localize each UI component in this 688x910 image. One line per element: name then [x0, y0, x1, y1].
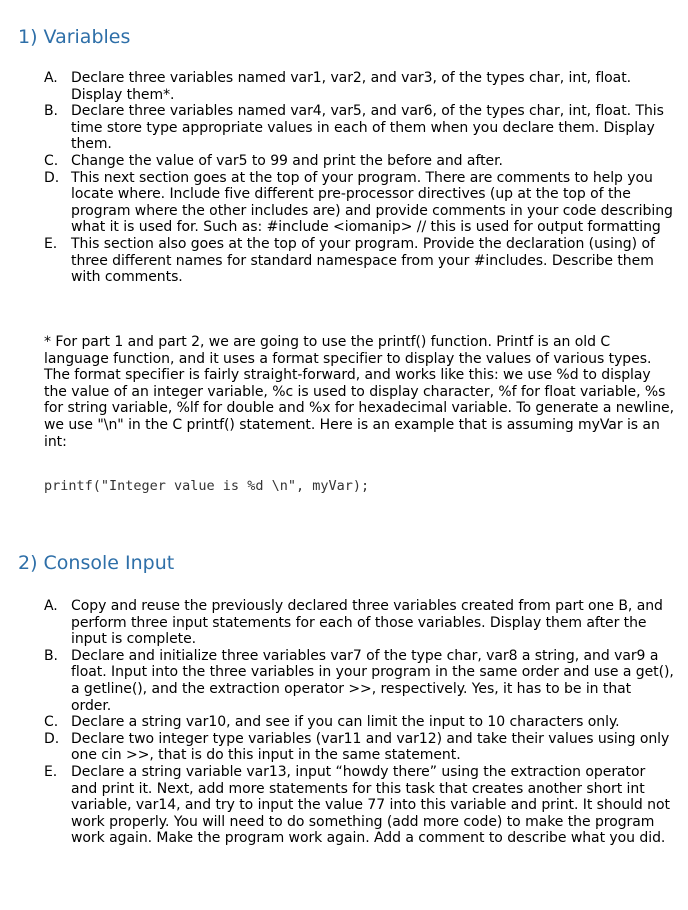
- variables-task-list: [44, 70, 674, 286]
- list-marker: D.: [44, 169, 60, 186]
- list-item: [44, 731, 674, 764]
- list-marker: A.: [44, 598, 58, 614]
- list-item-text: Change the value of var5 to 99 and print the before and after.: [71, 152, 503, 169]
- list-marker: E.: [44, 763, 58, 780]
- list-marker: E.: [44, 235, 58, 252]
- printf-note: * For part 1 and part 2, we are going to use the printf() function. Printf is an old C language function, and it uses a format specifier to display the values of various types. The format specifier is fairly straight-forward, and works like this: we use %d to display the value of an integer variable, %c is used to display character, %f for float variable, %s for string variable, %lf for double and %x for hexadecimal variable. To generate a newline, we use "\n" in the C printf() statement. Here is an example that is assuming myVar is an int:: [44, 334, 675, 450]
- list-item: [44, 648, 674, 714]
- list-item-text: This section also goes at the top of your program. Provide the declaration (using) of three different names for standard namespace from your #includes. Describe them with comments.: [71, 235, 655, 286]
- list-item-text: Declare a string var10, and see if you can limit the input to 10 characters only.: [71, 714, 620, 731]
- list-marker: C.: [44, 152, 59, 169]
- list-marker: B.: [44, 647, 58, 664]
- list-item-text: Declare two integer type variables (var11 and var12) and take their values using only one cin >>, that is do this input in the same statement.: [71, 730, 670, 764]
- list-marker: D.: [44, 730, 60, 747]
- console-input-task-list: [44, 598, 674, 847]
- list-item-text: Declare three variables named var4, var5, and var6, of the types char, int, float. This time store type appropriate values in each of them when you declare them. Display them.: [71, 103, 664, 153]
- code-example: printf("Integer value is %d \n", myVar);: [44, 478, 370, 494]
- list-item: [44, 598, 674, 648]
- section-heading-variables: 1) Variables: [18, 26, 131, 48]
- list-marker: C.: [44, 714, 59, 731]
- list-item: [44, 170, 674, 236]
- list-marker: A.: [44, 70, 58, 86]
- list-item-text: This next section goes at the top of your program. There are comments to help you locate where. Include five different pre-processor directives (up at the top of the program where the other includes are) and provide comments in your code describing what it is used for. Such as: #include <iomanip> // this is used for output formatting: [71, 169, 673, 236]
- list-item-text: Declare three variables named var1, var2, and var3, of the types char, int, float. Display them*.: [71, 70, 632, 103]
- list-marker: B.: [44, 103, 58, 120]
- list-item: [44, 70, 674, 103]
- list-item-text: Declare and initialize three variables var7 of the type char, var8 a string, and var9 a float. Input into the three variables in your program in the same order and use a get(), a getline(), and the extraction operator >>, respectively. Yes, it has to be in that order.: [71, 647, 674, 714]
- section-heading-console-input: 2) Console Input: [18, 552, 175, 574]
- list-item: [44, 153, 674, 170]
- list-item-text: Declare a string variable var13, input “howdy there” using the extraction operator and print it. Next, add more statements for this task that creates another short int variable, var14, and try to input the value 77 into this variable and print. It should not work properly. You will need to do something (add more code) to make the program work again. Make the program work again. Add a comment to describe what you did.: [71, 763, 670, 847]
- list-item-text: Copy and reuse the previously declared three variables created from part one B, and perform three input statements for each of those variables. Display them after the input is complete.: [71, 598, 663, 648]
- list-item: [44, 714, 674, 731]
- list-item: [44, 236, 674, 286]
- list-item: [44, 764, 674, 847]
- list-item: [44, 103, 674, 153]
